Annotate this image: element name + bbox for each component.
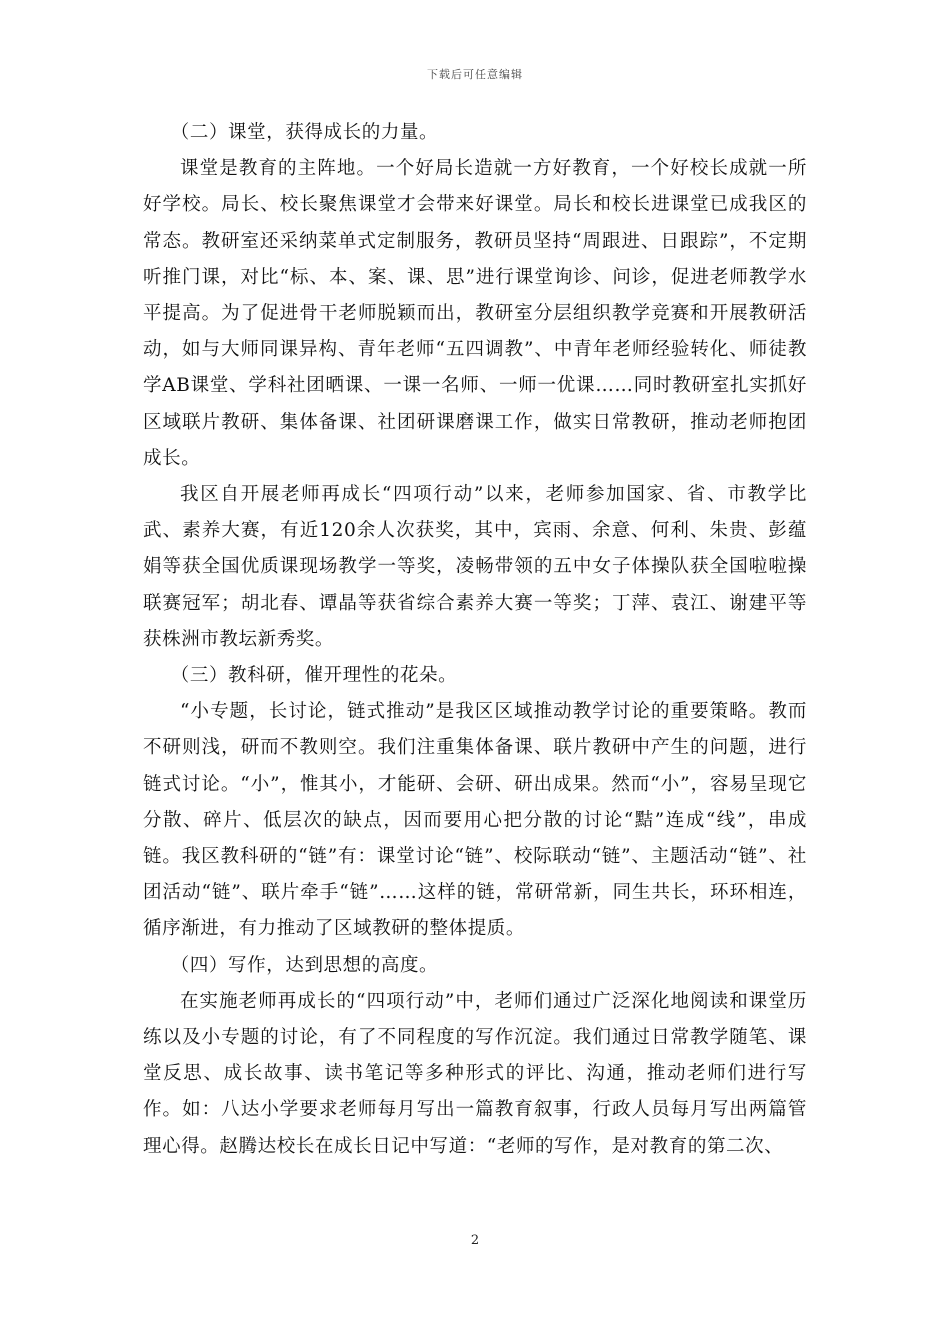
paragraph-classroom: 课堂是教育的主阵地。一个好局长造就一方好教育，一个好校长成就一所好学校。局长、校长聚焦课堂才会带来好课堂。局长和校长进课堂已成我区的常态。教研室还采纳菜单式定制服务，教研员坚持“周跟进、日跟踪”，不定期听推门课，对比“标、本、案、课、思”进行课堂询诊、问诊，促进老师教学水平提高。为了促进骨干老师脱颖而出，教研室分层组织教学竞赛和开展教研活动，如与大师同课异构、青年老师“五四调教”、中青年老师经验转化、师徒教学AB课堂、学科社团晒课、一课一名师、一师一优课……同时教研室扎实抓好区域联片教研、集体备课、社团研课磨课工作，做实日常教研，推动老师抱团成长。 bbox=[143, 158, 807, 469]
section-heading-3: （三）教科研，催开理性的花朵。 bbox=[170, 665, 458, 687]
page-number: 2 bbox=[470, 1233, 480, 1248]
document-body bbox=[143, 115, 807, 1165]
paragraph-research: “小专题，长讨论，链式推动”是我区区域推动教学讨论的重要策略。教而不研则浅，研而不教则空。我们注重集体备课、联片教研中产生的问题，进行链式讨论。“小”，惟其小，才能研、会研、研出成果。然而“小”，容易呈现它分散、碎片、低层次的缺点，因而要用心把分散的讨论“黠”连成“线”，串成链。我区教科研的“链”有：课堂讨论“链”、校际联动“链”、主题活动“链”、社团活动“链”、联片牵手“链”……这样的链，常研常新，同生共长，环环相连，循序渐进，有力推动了区域教研的整体提质。 bbox=[143, 701, 807, 940]
paragraph-writing: 在实施老师再成长的“四项行动”中，老师们通过广泛深化地阅读和课堂历练以及小专题的讨论，有了不同程度的写作沉淀。我们通过日常教学随笔、课堂反思、成长故事、读书笔记等多种形式的评比、沟通，推动老师们进行写作。如：八达小学要求老师每月写出一篇教育叙事，行政人员每月写出两篇管理心得。赵腾达校长在成长日记中写道：“老师的写作，是对教育的第二次、 bbox=[143, 990, 807, 1157]
paragraph-awards: 我区自开展老师再成长“四项行动”以来，老师参加国家、省、市教学比武、素养大赛，有近120余人次获奖，其中，宾雨、余意、何利、朱贵、彭蕴娟等获全国优质课现场教学一等奖，凌畅带领的五中女子体操队获全国啦啦操联赛冠军；胡北春、谭晶等获省综合素养大赛一等奖；丁萍、袁江、谢建平等获株洲市教坛新秀奖。 bbox=[143, 484, 807, 650]
section-heading-2: （二）课堂，获得成长的力量。 bbox=[170, 122, 439, 143]
page-header: 下载后可任意编辑 bbox=[427, 68, 523, 81]
section-heading-4: （四）写作，达到思想的高度。 bbox=[170, 954, 439, 976]
